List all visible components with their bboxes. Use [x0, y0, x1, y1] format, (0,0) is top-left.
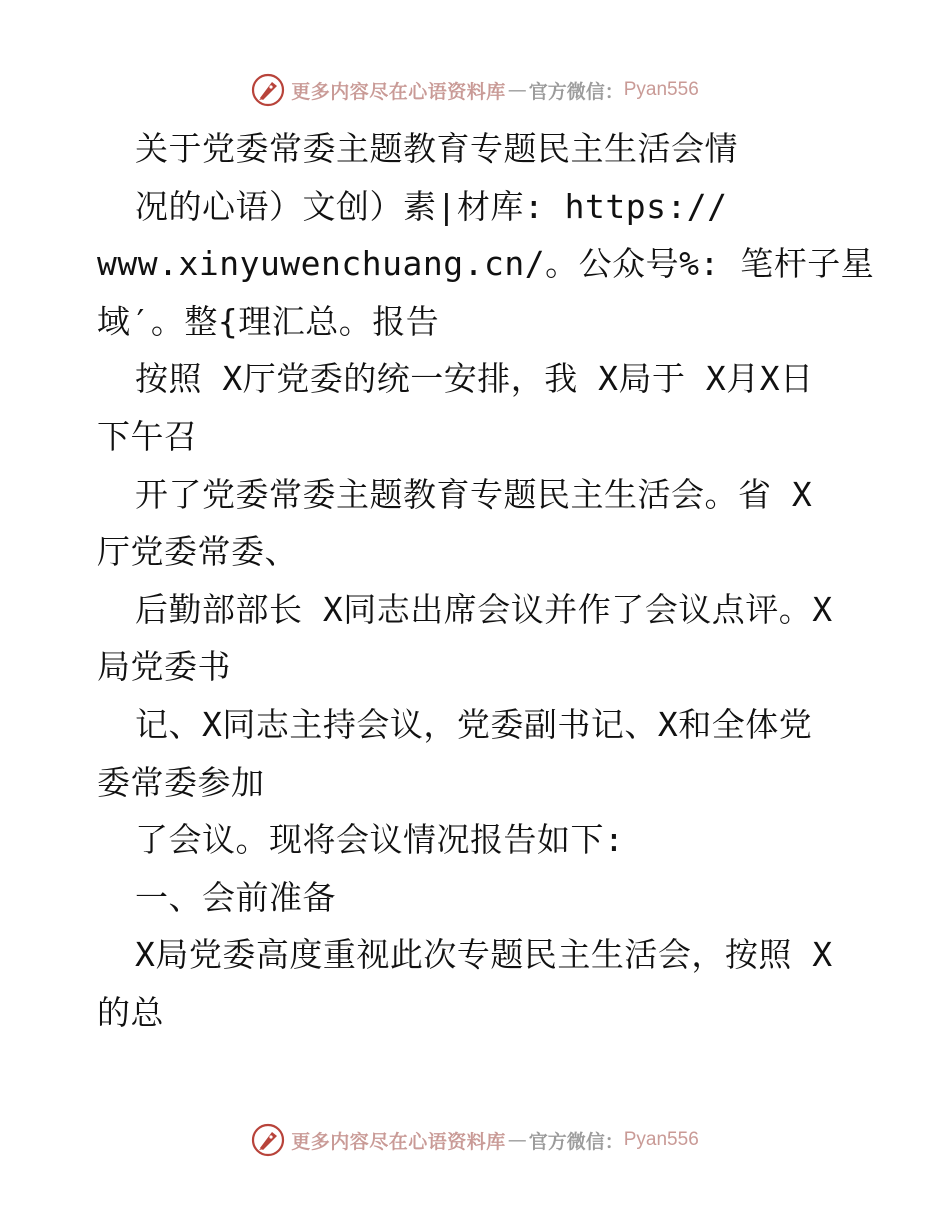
- text-line: 按照 X厅党委的统一安排，我 X局于 X月X日: [135, 359, 814, 399]
- text-line: 后勤部部长 X同志出席会议并作了会议点评。X: [135, 589, 833, 629]
- text-line: 的总: [97, 992, 164, 1032]
- text-line: 局党委书: [97, 647, 231, 687]
- section-heading: 一、会前准备: [135, 877, 336, 917]
- banner-wechat-id: Pyan556: [623, 79, 699, 100]
- text-line: 委常委参加: [97, 762, 265, 802]
- text-line: 下午召: [97, 416, 198, 456]
- banner-title: 更多内容尽在心语资料库: [291, 1130, 506, 1153]
- document-body: [97, 120, 875, 1042]
- pen-nib-logo-icon: [251, 73, 285, 107]
- text-line: www.xinyuwenchuang.cn/。公众号%: 笔杆子星: [97, 244, 875, 284]
- banner-title: 更多内容尽在心语资料库: [291, 80, 506, 103]
- pen-nib-logo-icon: [251, 1123, 285, 1157]
- text-line: 开了党委常委主题教育专题民主生活会。省 X: [135, 474, 813, 514]
- text-line: 记、X同志主持会议，党委副书记、X和全体党: [135, 704, 813, 744]
- banner-wechat-label: 官方微信：: [528, 1130, 624, 1153]
- text-line: 了会议。现将会议情况报告如下:: [135, 820, 625, 860]
- banner-wechat-label: 官方微信：: [528, 80, 624, 103]
- text-line: 关于党委常委主题教育专题民主生活会情: [135, 129, 738, 168]
- banner-separator: —: [507, 1129, 527, 1151]
- banner-wechat-id: Pyan556: [623, 1129, 699, 1150]
- text-line: 域′。整{理汇总。报告: [97, 301, 440, 341]
- text-line: 厅党委常委、: [97, 532, 298, 572]
- footer-banner: [0, 1120, 950, 1160]
- banner-separator: —: [507, 79, 527, 101]
- text-line: 况的心语）文创）素|材库: https://: [135, 186, 728, 226]
- text-line: X局党委高度重视此次专题民主生活会，按照 X: [135, 935, 833, 975]
- header-banner: [0, 70, 950, 110]
